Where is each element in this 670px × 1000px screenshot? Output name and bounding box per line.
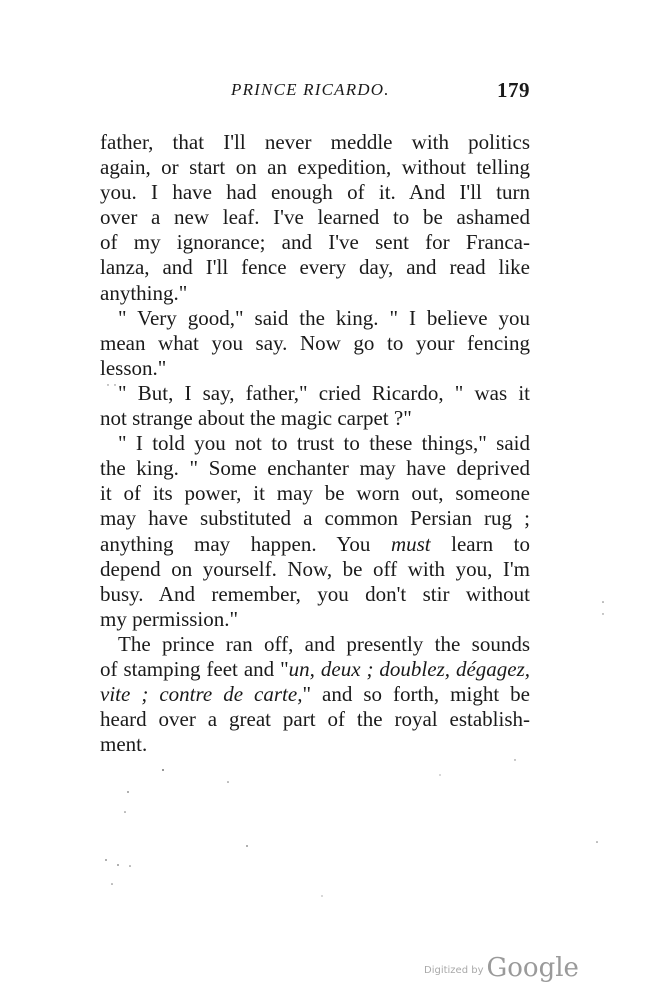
text-line: " I told you not to trust to these things," said	[118, 431, 530, 456]
text-line: heard over a great part of the royal establish-	[100, 707, 530, 732]
text-line: the king. " Some enchanter may have deprived	[100, 456, 530, 481]
text-line: " Very good," said the king. " I believe you	[118, 305, 530, 330]
text-line: lesson."	[100, 355, 167, 380]
body-text	[100, 130, 530, 757]
text-line: ment.	[100, 732, 148, 757]
text-line: of stamping feet and "un, deux ; doublez, dégagez,	[100, 656, 531, 681]
text-line: you. I have had enough of it. And I'll turn	[100, 180, 530, 205]
text-line: The prince ran off, and presently the sounds	[118, 631, 530, 656]
text-line: anything may happen. You must learn to	[100, 531, 530, 556]
text-line: may have substituted a common Persian rug ;	[100, 506, 530, 531]
text-line: father, that I'll never meddle with politics	[100, 130, 530, 154]
running-head	[100, 80, 530, 104]
text-line: my permission."	[100, 606, 239, 631]
text-line: of my ignorance; and I've sent for Franca-	[100, 230, 530, 255]
text-line: depend on yourself. Now, be off with you, I'm	[100, 556, 530, 581]
google-wordmark: Google	[486, 953, 579, 983]
digitized-by-text: Digitized by	[424, 965, 484, 976]
text-line: it of its power, it may be worn out, someone	[100, 481, 530, 506]
text-line: over a new leaf. I've learned to be ashamed	[100, 205, 530, 230]
text-line: busy. And remember, you don't stir without	[100, 581, 530, 606]
text-line: anything."	[100, 280, 188, 305]
text-line: again, or start on an expedition, without telling	[100, 155, 530, 180]
text-line: lanza, and I'll fence every day, and read like	[100, 255, 530, 280]
text-line: mean what you say. Now go to your fencing	[100, 330, 530, 355]
page-number: 179	[497, 78, 530, 102]
digitized-credit	[424, 953, 579, 983]
text-line: vite ; contre de carte," and so forth, might be	[100, 682, 530, 707]
text-line: not strange about the magic carpet ?"	[100, 406, 412, 431]
running-title: PRINCE RICARDO.	[231, 80, 390, 99]
text-line: " But, I say, father," cried Ricardo, " was it	[118, 380, 530, 405]
